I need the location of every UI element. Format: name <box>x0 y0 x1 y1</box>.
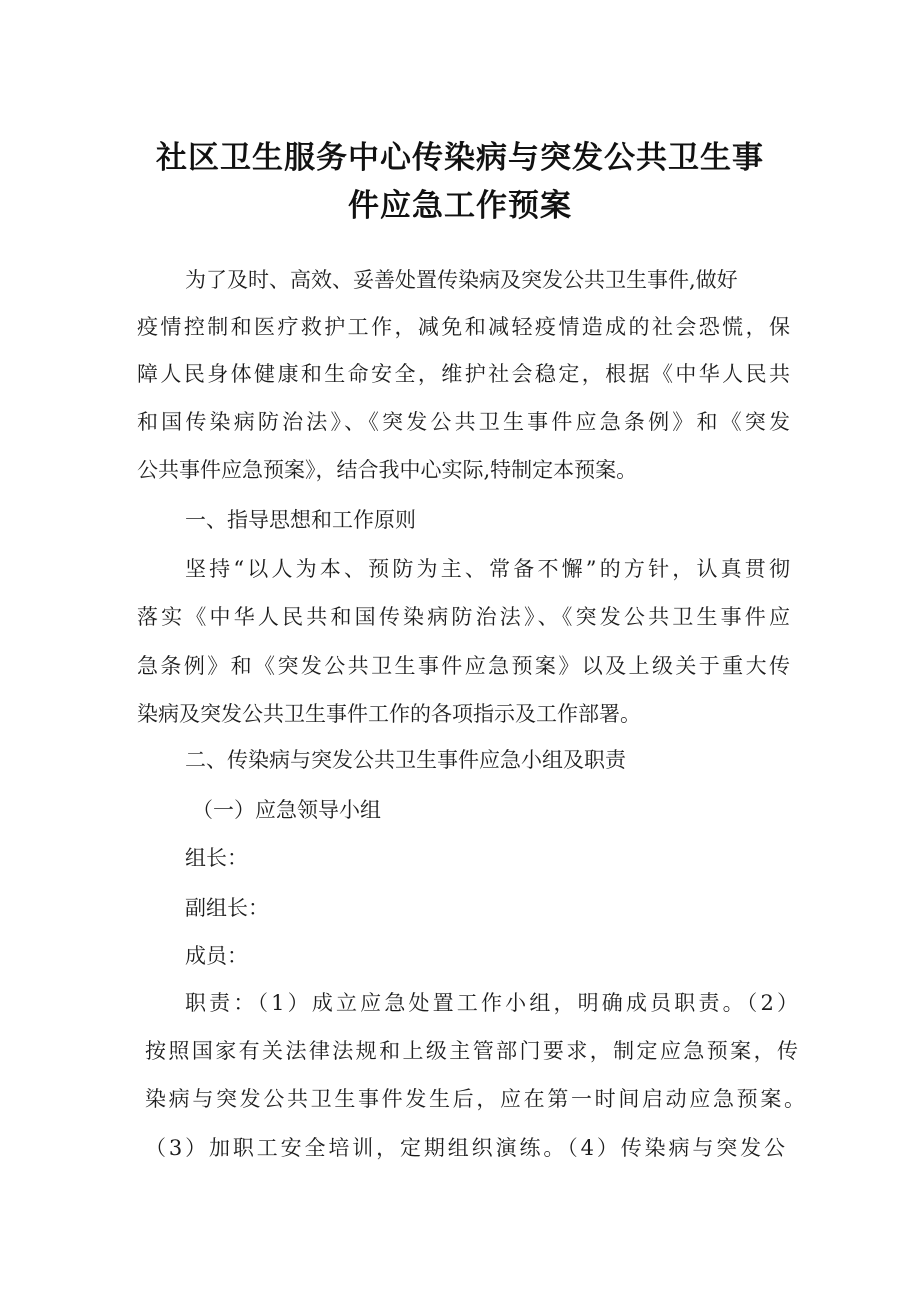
intro-line-3: 障人民身体健康和生命安全，维护社会稳定，根据《中华人民共 <box>137 362 790 386</box>
document-title-line-1: 社区卫生服务中心传染病与突发公共卫生事 <box>156 140 764 176</box>
section-2-heading: 二、传染病与突发公共卫生事件应急小组及职责 <box>185 748 626 772</box>
intro-line-1: 为了及时、高效、妥善处置传染病及突发公共卫生事件,做好 <box>185 268 738 292</box>
section-1-line-3: 急条例》和《突发公共卫生事件应急预案》以及上级关于重大传 <box>137 654 790 678</box>
leader-label: 组长： <box>185 846 248 870</box>
section-1-heading: 一、指导思想和工作原则 <box>185 508 416 532</box>
duties-line-2: 按照国家有关法律法规和上级主管部门要求，制定应急预案，传 <box>145 1039 798 1063</box>
intro-line-2: 疫情控制和医疗救护工作，减免和减轻疫情造成的社会恐慌，保 <box>137 315 790 339</box>
intro-line-4: 和国传染病防治法》、《突发公共卫生事件应急条例》和《突发 <box>137 410 790 434</box>
intro-line-5: 公共事件应急预案》，结合我中心实际,特制定本预案。 <box>137 458 638 482</box>
section-1-line-1: 坚持“以人为本、预防为主、常备不懈”的方针，认真贯彻 <box>185 557 790 581</box>
members-label: 成员： <box>185 944 248 968</box>
duties-line-1: 职责：（1）成立应急处置工作小组，明确成员职责。（2） <box>185 991 798 1015</box>
section-1-line-4: 染病及突发公共卫生事件工作的各项指示及工作部署。 <box>137 702 641 726</box>
document-title-line-2: 件应急工作预案 <box>348 188 572 224</box>
section-1-line-2: 落实《中华人民共和国传染病防治法》、《突发公共卫生事件应 <box>137 605 790 629</box>
duties-line-4: （3）加职工安全培训，定期组织演练。（4）传染病与突发公 <box>145 1136 785 1160</box>
deputy-leader-label: 副组长： <box>185 896 269 920</box>
subsection-1-heading: （一）应急领导小组 <box>192 798 381 822</box>
duties-line-3: 染病与突发公共卫生事件发生后，应在第一时间启动应急预案。 <box>145 1087 805 1111</box>
